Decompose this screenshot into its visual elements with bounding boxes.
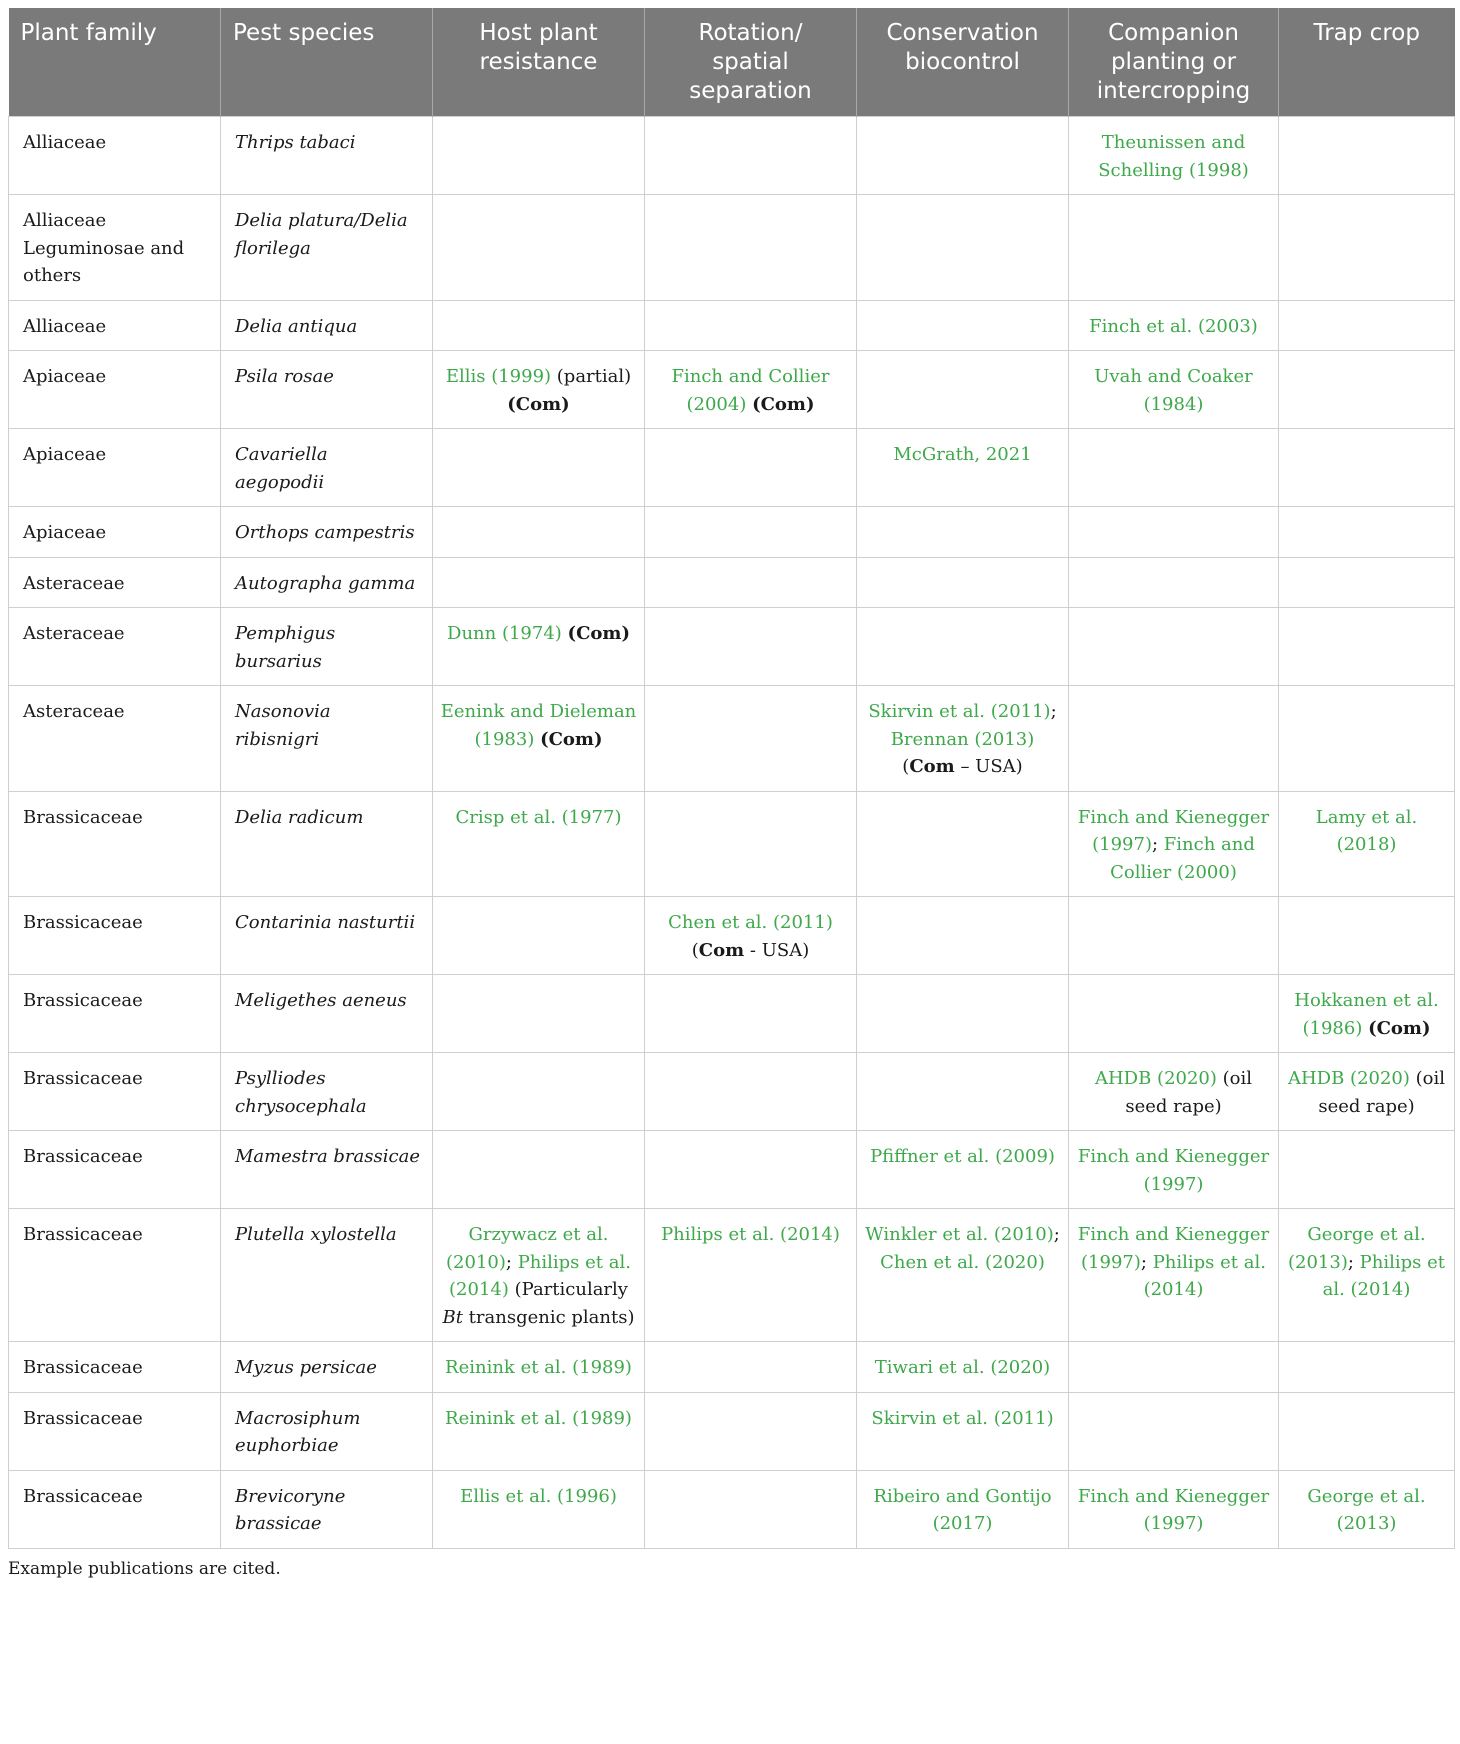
reference-link[interactable]: AHDB (2020) (1094, 1068, 1217, 1089)
cell-host-plant-resistance (433, 686, 645, 792)
cell-host-plant-resistance (433, 300, 645, 351)
cell-pest-species: Nasonovia ribisnigri (221, 686, 433, 792)
reference-link[interactable]: AHDB (2020) (1287, 1068, 1410, 1089)
cell-pest-species: Myzus persicae (221, 1342, 433, 1393)
cell-rotation-spatial-separation (645, 117, 857, 195)
table-row (9, 686, 1455, 792)
table-row (9, 1131, 1455, 1209)
cell-rotation-spatial-separation (645, 1053, 857, 1131)
reference-link[interactable]: Reinink et al. (1989) (445, 1357, 632, 1378)
cell-pest-species: Plutella xylostella (221, 1209, 433, 1342)
reference-link[interactable]: Tiwari et al. (2020) (874, 1357, 1051, 1378)
cell-trap-crop (1279, 300, 1455, 351)
cell-conservation-biocontrol (857, 195, 1069, 301)
cell-host-plant-resistance (433, 1209, 645, 1342)
cell-trap-crop (1279, 1131, 1455, 1209)
cell-trap-crop (1279, 351, 1455, 429)
reference-link[interactable]: Crisp et al. (1977) (455, 806, 622, 828)
cell-companion-planting (1069, 1470, 1279, 1548)
reference-link[interactable]: Ribeiro and Gontijo (2017) (873, 1485, 1052, 1534)
reference-link[interactable]: George et al. (2013) (1288, 1224, 1426, 1273)
cell-conservation-biocontrol (857, 1470, 1069, 1548)
cell-trap-crop (1279, 791, 1455, 897)
pest-management-table (8, 8, 1455, 1549)
cell-plant-family: Brassicaceae (9, 791, 221, 897)
cell-plant-family: Brassicaceae (9, 1342, 221, 1393)
cell-companion-planting (1069, 1209, 1279, 1342)
reference-link[interactable]: Skirvin et al. (2011) (868, 701, 1051, 722)
reference-link[interactable]: Skirvin et al. (2011) (871, 1407, 1054, 1429)
cell-trap-crop (1279, 608, 1455, 686)
table-wrapper (8, 8, 1454, 1579)
cell-plant-family: Brassicaceae (9, 1470, 221, 1548)
cell-conservation-biocontrol (857, 975, 1069, 1053)
header-companion-planting: Companion planting or intercropping (1069, 8, 1279, 117)
cell-pest-species: Delia antiqua (221, 300, 433, 351)
reference-link[interactable]: Ellis (1999) (445, 366, 552, 387)
header-trap-crop: Trap crop (1279, 8, 1455, 117)
reference-link[interactable]: Grzywacz et al. (2010) (446, 1224, 609, 1273)
cell-conservation-biocontrol (857, 429, 1069, 507)
cell-companion-planting (1069, 195, 1279, 301)
cell-trap-crop (1279, 1053, 1455, 1131)
cell-trap-crop (1279, 975, 1455, 1053)
cell-plant-family: Apiaceae (9, 429, 221, 507)
cell-text: transgenic plants) (462, 1306, 635, 1328)
cell-companion-planting (1069, 897, 1279, 975)
reference-link[interactable]: Chen et al. (2011) (668, 912, 833, 933)
cell-plant-family: Alliaceae (9, 300, 221, 351)
cell-trap-crop (1279, 195, 1455, 301)
table-body (9, 117, 1455, 1549)
cell-rotation-spatial-separation (645, 557, 857, 608)
reference-link[interactable]: Finch and Kienegger (1997) (1077, 1224, 1270, 1273)
cell-pest-species: Pemphigus bursarius (221, 608, 433, 686)
cell-text: - USA) (744, 939, 810, 961)
cell-plant-family: Brassicaceae (9, 1053, 221, 1131)
cell-companion-planting (1069, 351, 1279, 429)
table-row (9, 791, 1455, 897)
table-row (9, 195, 1455, 301)
reference-link[interactable]: Uvah and Coaker (1984) (1094, 366, 1253, 415)
cell-host-plant-resistance (433, 429, 645, 507)
cell-rotation-spatial-separation (645, 1470, 857, 1548)
cell-companion-planting (1069, 608, 1279, 686)
cell-plant-family: Alliaceae (9, 117, 221, 195)
reference-link[interactable]: Chen et al. (2020) (880, 1251, 1045, 1273)
table-row (9, 1053, 1455, 1131)
cell-conservation-biocontrol (857, 1342, 1069, 1393)
cell-conservation-biocontrol (857, 557, 1069, 608)
cell-host-plant-resistance (433, 897, 645, 975)
reference-link[interactable]: Winkler et al. (2010) (865, 1224, 1054, 1245)
cell-companion-planting (1069, 429, 1279, 507)
cell-plant-family: Asteraceae (9, 686, 221, 792)
cell-rotation-spatial-separation (645, 507, 857, 558)
cell-pest-species: Meligethes aeneus (221, 975, 433, 1053)
cell-companion-planting (1069, 300, 1279, 351)
cell-pest-species: Macrosiphum euphorbiae (221, 1392, 433, 1470)
cell-text: ; (1050, 701, 1057, 722)
reference-link[interactable]: Finch and Collier (2004) (671, 366, 830, 415)
header-conservation-biocontrol: Conservation biocontrol (857, 8, 1069, 117)
cell-plant-family: Brassicaceae (9, 897, 221, 975)
cell-trap-crop (1279, 557, 1455, 608)
cell-conservation-biocontrol (857, 1392, 1069, 1470)
cell-trap-crop (1279, 897, 1455, 975)
cell-rotation-spatial-separation (645, 1209, 857, 1342)
table-row (9, 507, 1455, 558)
cell-pest-species: Psila rosae (221, 351, 433, 429)
cell-conservation-biocontrol (857, 1053, 1069, 1131)
cell-pest-species: Mamestra brassicae (221, 1131, 433, 1209)
reference-link[interactable]: Finch and Kienegger (1997) (1077, 1485, 1270, 1534)
cell-text: ( (902, 756, 910, 777)
cell-text: – USA) (954, 756, 1023, 777)
cell-pest-species: Psylliodes chrysocephala (221, 1053, 433, 1131)
commercial-tag: (Com) (540, 728, 603, 750)
cell-plant-family: Brassicaceae (9, 1131, 221, 1209)
cell-trap-crop (1279, 1342, 1455, 1393)
cell-text: (partial) (551, 366, 632, 387)
cell-rotation-spatial-separation (645, 608, 857, 686)
cell-plant-family: Asteraceae (9, 608, 221, 686)
cell-trap-crop (1279, 1392, 1455, 1470)
cell-rotation-spatial-separation (645, 1342, 857, 1393)
header-host-plant-resistance: Host plant resistance (433, 8, 645, 117)
cell-text: ; (1140, 1251, 1153, 1273)
table-footnote: Example publications are cited. (8, 1558, 281, 1579)
cell-conservation-biocontrol (857, 686, 1069, 792)
cell-text: (oil seed rape) (1125, 1068, 1253, 1117)
reference-link[interactable]: Ellis et al. (1996) (460, 1485, 617, 1507)
cell-companion-planting (1069, 1131, 1279, 1209)
cell-pest-species: Brevicoryne brassicae (221, 1470, 433, 1548)
reference-link[interactable]: Finch and Kienegger (1997) (1077, 806, 1270, 855)
cell-rotation-spatial-separation (645, 300, 857, 351)
cell-text: ( (691, 939, 699, 961)
cell-host-plant-resistance (433, 1131, 645, 1209)
cell-plant-family: Asteraceae (9, 557, 221, 608)
table-row (9, 897, 1455, 975)
commercial-tag: (Com) (507, 393, 570, 415)
cell-plant-family: Alliaceae Leguminosae and others (9, 195, 221, 301)
table-row (9, 557, 1455, 608)
cell-rotation-spatial-separation (645, 351, 857, 429)
cell-rotation-spatial-separation (645, 1392, 857, 1470)
reference-link[interactable]: Theunissen and Schelling (1998) (1098, 132, 1249, 181)
cell-companion-planting (1069, 686, 1279, 792)
cell-pest-species: Contarinia nasturtii (221, 897, 433, 975)
cell-companion-planting (1069, 1342, 1279, 1393)
cell-host-plant-resistance (433, 1392, 645, 1470)
cell-text: (oil seed rape) (1318, 1068, 1446, 1117)
reference-link[interactable]: Hokkanen et al. (1986) (1294, 990, 1439, 1039)
reference-link[interactable]: Pfiffner et al. (2009) (870, 1146, 1055, 1167)
cell-pest-species: Thrips tabaci (221, 117, 433, 195)
cell-rotation-spatial-separation (645, 975, 857, 1053)
cell-pest-species: Delia radicum (221, 791, 433, 897)
cell-companion-planting (1069, 791, 1279, 897)
header-plant-family: Plant family (9, 8, 221, 117)
table-row (9, 1392, 1455, 1470)
cell-text: (Particularly (508, 1279, 628, 1300)
table-row (9, 608, 1455, 686)
cell-trap-crop (1279, 686, 1455, 792)
table-row (9, 429, 1455, 507)
cell-rotation-spatial-separation (645, 429, 857, 507)
cell-host-plant-resistance (433, 117, 645, 195)
cell-companion-planting (1069, 1392, 1279, 1470)
cell-host-plant-resistance (433, 975, 645, 1053)
cell-companion-planting (1069, 507, 1279, 558)
reference-link[interactable]: Philips et al. (2014) (1143, 1251, 1266, 1300)
table-row (9, 975, 1455, 1053)
commercial-tag: (Com) (567, 623, 630, 644)
italic-text: Bt (442, 1306, 463, 1328)
cell-host-plant-resistance (433, 608, 645, 686)
cell-rotation-spatial-separation (645, 897, 857, 975)
table-row (9, 117, 1455, 195)
reference-link[interactable]: Finch and Kienegger (1997) (1077, 1146, 1270, 1195)
reference-link[interactable]: Finch et al. (2003) (1089, 315, 1258, 337)
table-row (9, 1470, 1455, 1548)
cell-rotation-spatial-separation (645, 686, 857, 792)
cell-conservation-biocontrol (857, 351, 1069, 429)
cell-companion-planting (1069, 975, 1279, 1053)
cell-conservation-biocontrol (857, 791, 1069, 897)
cell-conservation-biocontrol (857, 1209, 1069, 1342)
reference-link[interactable]: Brennan (2013) (890, 728, 1035, 750)
cell-host-plant-resistance (433, 507, 645, 558)
cell-rotation-spatial-separation (645, 1131, 857, 1209)
cell-pest-species: Cavariella aegopodii (221, 429, 433, 507)
cell-host-plant-resistance (433, 1053, 645, 1131)
table-row (9, 1342, 1455, 1393)
reference-link[interactable]: Philips et al. (2014) (449, 1251, 631, 1300)
reference-link[interactable]: Eenink and Dieleman (1983) (440, 701, 637, 750)
reference-link[interactable]: McGrath, 2021 (893, 444, 1032, 465)
cell-text: ; (505, 1251, 518, 1273)
reference-link[interactable]: Reinink et al. (1989) (445, 1407, 632, 1429)
cell-host-plant-resistance (433, 195, 645, 301)
cell-plant-family: Brassicaceae (9, 1209, 221, 1342)
cell-text: ; (1151, 834, 1164, 855)
header-row (9, 8, 1455, 117)
cell-rotation-spatial-separation (645, 791, 857, 897)
cell-trap-crop (1279, 117, 1455, 195)
cell-companion-planting (1069, 117, 1279, 195)
cell-trap-crop (1279, 507, 1455, 558)
cell-rotation-spatial-separation (645, 195, 857, 301)
cell-host-plant-resistance (433, 791, 645, 897)
cell-text: ; (1347, 1251, 1360, 1273)
cell-companion-planting (1069, 1053, 1279, 1131)
cell-conservation-biocontrol (857, 608, 1069, 686)
cell-text: ; (1053, 1224, 1060, 1245)
cell-pest-species: Delia platura/Delia florilega (221, 195, 433, 301)
cell-plant-family: Brassicaceae (9, 1392, 221, 1470)
cell-pest-species: Autographa gamma (221, 557, 433, 608)
cell-trap-crop (1279, 1470, 1455, 1548)
cell-trap-crop (1279, 429, 1455, 507)
table-row (9, 351, 1455, 429)
header-pest-species: Pest species (221, 8, 433, 117)
cell-conservation-biocontrol (857, 300, 1069, 351)
table-row (9, 300, 1455, 351)
commercial-tag: (Com) (1368, 1017, 1431, 1039)
reference-link[interactable]: Dunn (1974) (447, 623, 562, 644)
cell-host-plant-resistance (433, 1342, 645, 1393)
cell-plant-family: Apiaceae (9, 507, 221, 558)
cell-conservation-biocontrol (857, 897, 1069, 975)
cell-plant-family: Apiaceae (9, 351, 221, 429)
table-row (9, 1209, 1455, 1342)
commercial-tag: Com (909, 756, 955, 777)
reference-link[interactable]: Philips et al. (2014) (1322, 1251, 1445, 1300)
cell-pest-species: Orthops campestris (221, 507, 433, 558)
cell-host-plant-resistance (433, 557, 645, 608)
header-rotation-spatial-separation: Rotation/ spatial separation (645, 8, 857, 117)
commercial-tag: (Com) (752, 393, 815, 415)
commercial-tag: Com (698, 939, 745, 961)
reference-link[interactable]: George et al. (2013) (1307, 1485, 1426, 1534)
cell-conservation-biocontrol (857, 117, 1069, 195)
reference-link[interactable]: Finch and Collier (2000) (1110, 834, 1255, 883)
cell-companion-planting (1069, 557, 1279, 608)
reference-link[interactable]: Philips et al. (2014) (661, 1224, 840, 1245)
cell-host-plant-resistance (433, 351, 645, 429)
cell-plant-family: Brassicaceae (9, 975, 221, 1053)
cell-trap-crop (1279, 1209, 1455, 1342)
cell-conservation-biocontrol (857, 1131, 1069, 1209)
cell-conservation-biocontrol (857, 507, 1069, 558)
cell-host-plant-resistance (433, 1470, 645, 1548)
reference-link[interactable]: Lamy et al. (2018) (1315, 806, 1418, 855)
